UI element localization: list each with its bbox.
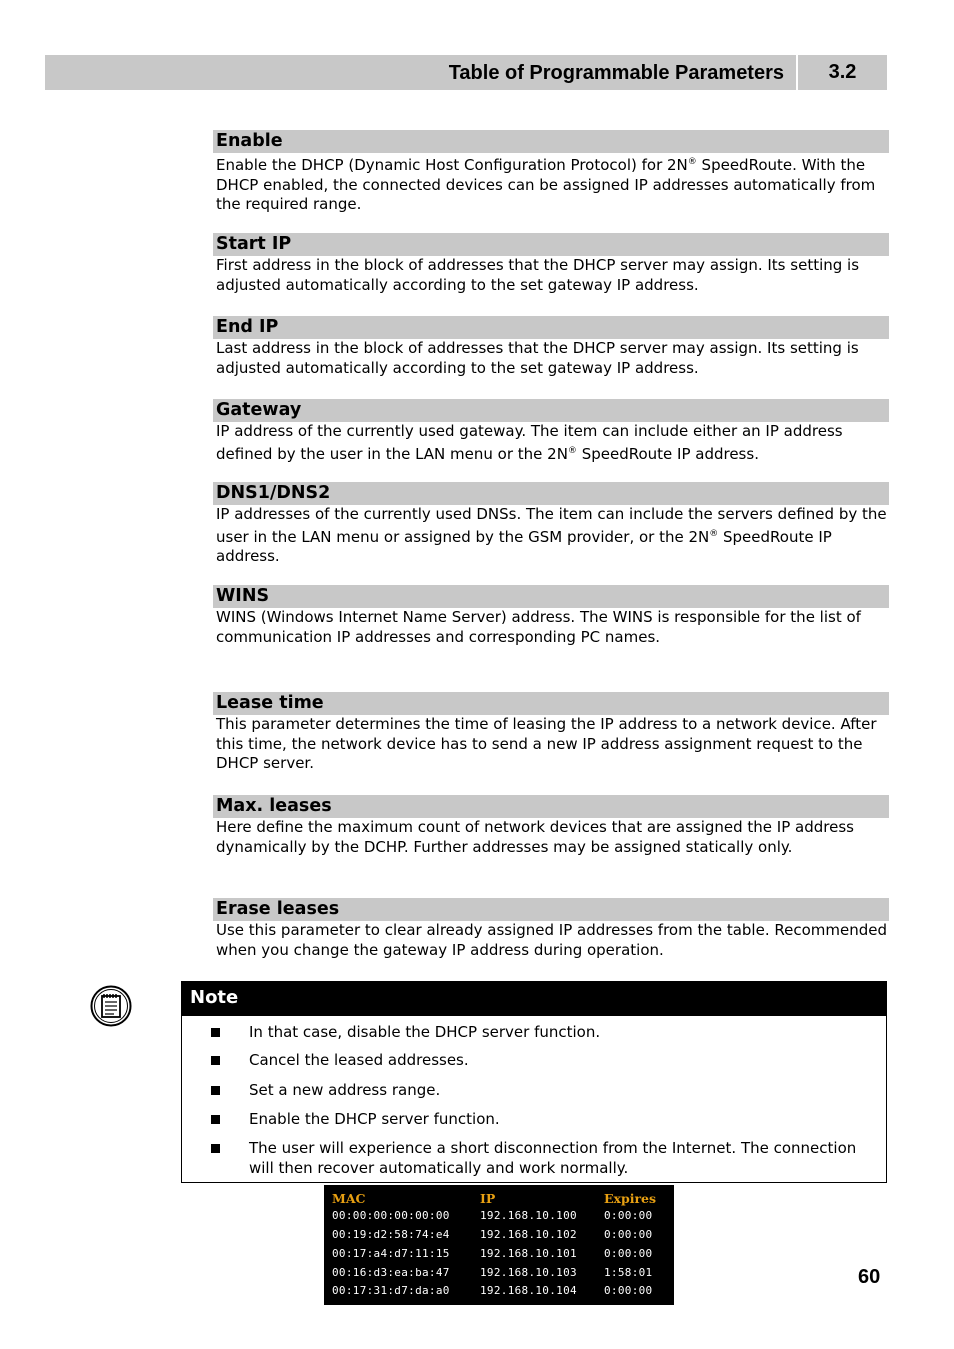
table-cell: 0:00:00: [604, 1284, 653, 1297]
section-heading: End IP: [213, 316, 889, 339]
table-cell: 00:17:a4:d7:11:15: [332, 1247, 450, 1260]
bullet-icon: [211, 1115, 220, 1124]
section-heading: WINS: [213, 585, 889, 608]
notepad-icon: [90, 985, 132, 1027]
table-cell: 192.168.10.101: [480, 1247, 577, 1260]
section-heading: DNS1/DNS2: [213, 482, 889, 505]
table-cell: 0:00:00: [604, 1209, 653, 1222]
section-number: 3.2: [798, 55, 887, 90]
note-box: Note In that case, disable the DHCP server function. Cancel the leased addresses. Set a new address range. Enable the DHCP server function. The user will experience a short disconnection from the Internet. The connection will then recover automatically and work normally.: [181, 981, 887, 1183]
page-title: Table of Programmable Parameters: [448, 62, 784, 84]
lease-table: [324, 1185, 674, 1305]
column-header-expires: Expires: [604, 1191, 657, 1206]
column-header-ip: IP: [480, 1191, 496, 1206]
section-body: Use this parameter to clear already assigned IP addresses from the table. Recommended when you change the gateway IP address during operation.: [216, 921, 888, 959]
section-heading: Erase leases: [213, 898, 889, 921]
section-heading: Max. leases: [213, 795, 889, 818]
section-body: First address in the block of addresses that the DHCP server may assign. Its setting is adjusted automatically according to the set gateway IP address.: [216, 256, 860, 294]
section-body: IP addresses of the currently used DNSs. The item can include the servers defined by the user in the LAN menu or assigned by the GSM provider, or the 2N® SpeedRoute IP address.: [216, 505, 887, 565]
section-end-ip: [213, 316, 889, 378]
table-cell: 00:19:d2:58:74:e4: [332, 1228, 450, 1241]
header-bar: [45, 55, 796, 90]
section-body: Enable the DHCP (Dynamic Host Configuration Protocol) for 2N® SpeedRoute. With the DHCP enabled, the connected devices can be assigned IP addresses automatically from the required range.: [216, 156, 876, 213]
section-max-leases: [213, 795, 889, 857]
note-title: Note: [182, 982, 886, 1016]
table-cell: 00:16:d3:ea:ba:47: [332, 1266, 450, 1279]
table-cell: 0:00:00: [604, 1228, 653, 1241]
bullet-icon: [211, 1056, 220, 1065]
page-number: 60: [858, 1266, 881, 1288]
column-header-mac: MAC: [332, 1191, 366, 1206]
table-cell: 192.168.10.100: [480, 1209, 577, 1222]
section-erase-leases: [213, 898, 889, 960]
bullet-icon: [211, 1144, 220, 1153]
table-cell: 192.168.10.102: [480, 1228, 577, 1241]
table-cell: 00:00:00:00:00:00: [332, 1209, 450, 1222]
bullet-icon: [211, 1028, 220, 1037]
section-wins: [213, 585, 889, 647]
section-dns: [213, 482, 889, 567]
section-body: WINS (Windows Internet Name Server) address. The WINS is responsible for the list of communication IP addresses and corresponding PC names.: [216, 608, 861, 646]
section-enable: [213, 130, 889, 215]
table-cell: 192.168.10.103: [480, 1266, 577, 1279]
section-gateway: [213, 399, 889, 464]
section-start-ip: [213, 233, 889, 295]
table-cell: 00:17:31:d7:da:a0: [332, 1284, 450, 1297]
section-body: Last address in the block of addresses that the DHCP server may assign. Its setting is adjusted automatically according to the set gateway IP address.: [216, 339, 859, 377]
table-cell: 192.168.10.104: [480, 1284, 577, 1297]
section-body: This parameter determines the time of leasing the IP address to a network device. After this time, the network device has to send a new IP address assignment request to the DHCP server.: [216, 715, 877, 772]
section-heading: Enable: [213, 130, 889, 153]
section-heading: Lease time: [213, 692, 889, 715]
table-cell: 0:00:00: [604, 1247, 653, 1260]
section-body: IP address of the currently used gateway. The item can include either an IP address defined by the user in the LAN menu or the 2N® SpeedRoute IP address.: [216, 422, 843, 463]
bullet-icon: [211, 1086, 220, 1095]
section-heading: Start IP: [213, 233, 889, 256]
section-body: Here define the maximum count of network devices that are assigned the IP address dynamically by the DCHP. Further addresses may be assigned statically only.: [216, 818, 854, 856]
section-lease-time: [213, 692, 889, 774]
section-heading: Gateway: [213, 399, 889, 422]
table-cell: 1:58:01: [604, 1266, 653, 1279]
